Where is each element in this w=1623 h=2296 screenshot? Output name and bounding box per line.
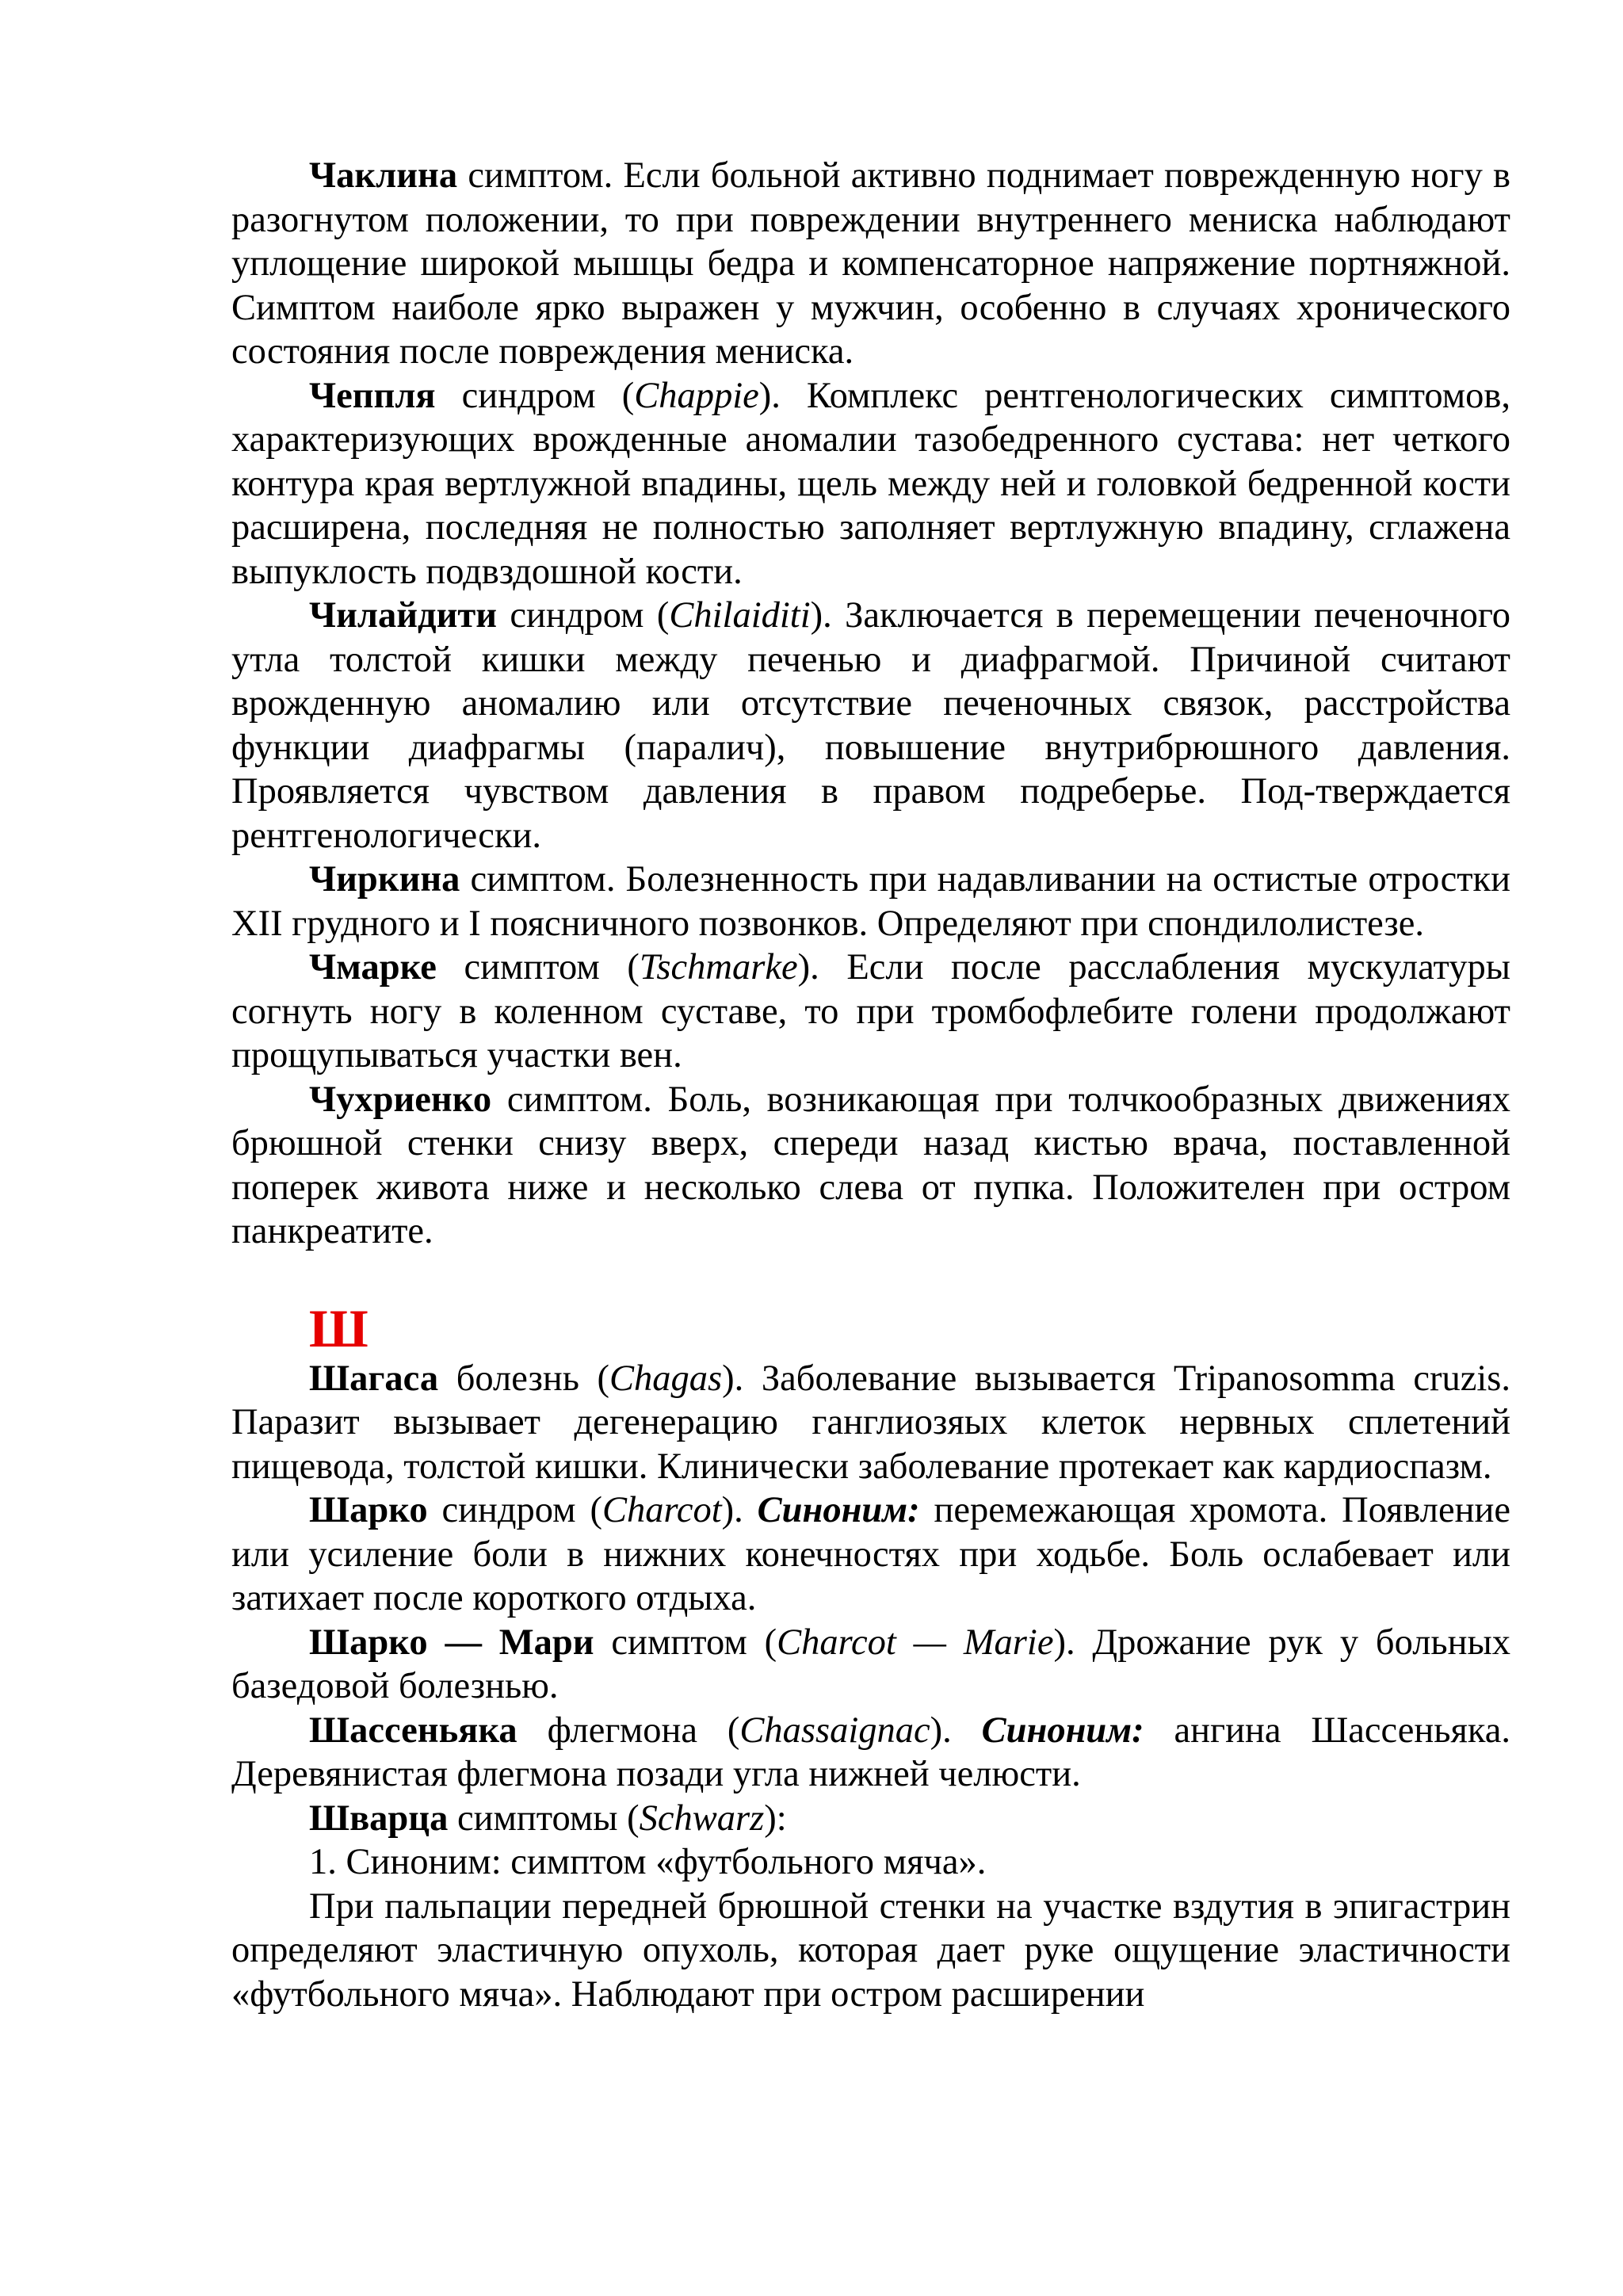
entry-mid: ). xyxy=(930,1710,982,1751)
entry-shassenyaka xyxy=(231,1709,1510,1797)
entry-latin: Chilaiditi xyxy=(669,595,811,636)
entry-sharko-mari xyxy=(231,1621,1510,1709)
entry-kind: флегмона ( xyxy=(547,1710,740,1751)
letter-heading: Ш xyxy=(309,1297,369,1358)
entry-synonym-label: Синоним: xyxy=(757,1490,920,1530)
entry-text: ). Заключается в перемещении печеночного утла толстой кишки между печенью и диафрагмой. Причиной считают врожденную аномалию или отсутствие печеночных связок, расстройства функции диафрагмы (паралич), повышение внутрибрюшного давления. Проявляется чувством давления в правом подреберье. Под-тверждается рентгенологически. xyxy=(231,595,1511,856)
entry-shvarca-item-1: 1. Синоним: симптом «футбольного мяча». xyxy=(309,1842,987,1882)
entry-chuhrienko xyxy=(231,1078,1510,1254)
entry-term: Шварца xyxy=(309,1797,449,1839)
entry-chaklina xyxy=(231,154,1510,374)
entry-chmarke xyxy=(231,946,1510,1078)
entry-term: Чиркина xyxy=(309,859,460,900)
entry-latin: Tschmarke xyxy=(639,947,798,988)
entry-kind: симптом. xyxy=(506,1079,652,1120)
entry-chirkina xyxy=(231,858,1510,946)
entry-text: Если больной активно поднимает поврежденную ногу в разогнутом положении, то при повреждении внутреннего мениска наблюдают уплощение широкой мышцы бедра и компенсаторное напряжение портняжной. Симптом наиболе ярко выражен у мужчин, особенно в случаях хронического состояния после повреждения мениска. xyxy=(231,155,1511,372)
entry-latin: Charcot — Marie xyxy=(777,1622,1054,1663)
entry-latin: Chassaignac xyxy=(739,1710,930,1751)
entry-text: перемежающая хромота. Появление или усиление боли в нижних конечностях при ходьбе. Боль ослабевает или затихает после короткого отдыха. xyxy=(231,1490,1511,1618)
entry-text: Болезненность при надавливании на остистые отростки XII грудного и I поясничного позвонков. Определяют при спондилолистезе. xyxy=(231,859,1510,944)
entry-sharko xyxy=(231,1488,1510,1621)
entry-term: Шарко — Мари xyxy=(309,1622,594,1663)
entry-term: Чухриенко xyxy=(309,1079,492,1120)
entry-text: Боль, возникающая при толчкообразных движениях брюшной стенки снизу вверх, спереди назад кистью врача, поставленной поперек живота ниже и несколько слева от пупка. Положителен при остром панкреатите. xyxy=(231,1079,1511,1251)
entry-latin: Schwarz xyxy=(639,1797,765,1839)
entry-kind: болезнь ( xyxy=(456,1358,610,1399)
entry-text: ). Если после расслабления мускулатуры согнуть ногу в коленном суставе, то при тромбофлебите голени продолжают прощупываться участки вен. xyxy=(231,947,1510,1075)
entry-kind: синдром ( xyxy=(461,375,635,416)
entry-shvarca-paragraph: При пальпации передней брюшной стенки на участке вздутия в эпигастрин определяют эластичную опухоль, которая дает руке ощущение эластичности «футбольного мяча». Наблюдают при остром расширении xyxy=(231,1885,1510,2015)
entry-kind: симптомы ( xyxy=(456,1797,640,1839)
entry-term: Чилайдити xyxy=(309,595,497,636)
entry-kind: синдром ( xyxy=(510,595,670,636)
entry-term: Чаклина xyxy=(309,155,458,196)
entry-kind: симптом ( xyxy=(611,1622,777,1663)
entry-text: ). Заболевание вызывается Tripanosomma cruzis. Паразит вызывает дегенерацию ганглиозяых клеток нервных сплетений пищевода, толстой кишки. Клинически заболевание протекает как кардиоспазм. xyxy=(231,1358,1511,1487)
entry-shagasa xyxy=(231,1357,1510,1489)
document-page xyxy=(231,154,1510,2016)
entry-kind: симптом. xyxy=(468,155,613,196)
entry-chilaiditi xyxy=(231,594,1510,858)
entry-latin: Chappie xyxy=(634,375,759,416)
entry-term: Чмарке xyxy=(309,947,437,988)
entry-kind: синдром ( xyxy=(441,1490,602,1530)
entry-text: ). Дрожание рук у больных базедовой болезнью. xyxy=(231,1622,1510,1706)
entry-text: ангина Шассеньяка. Деревянистая флегмона позади угла нижней челюсти. xyxy=(231,1710,1511,1794)
entry-term: Чеппля xyxy=(309,375,436,416)
entry-mid: ). xyxy=(721,1490,758,1530)
entry-shvarca xyxy=(231,1797,1510,1841)
entry-term: Шарко xyxy=(309,1490,428,1530)
entry-text: ). Комплекс рентгенологических симптомов, характеризующих врожденные аномалии тазобедренного сустава: нет четкого контура края вертлужной впадины, щель между ней и головкой бедренной кости расширена, последняя не полностью заполняет вертлужную впадину, сглажена выпуклость подвздошной кости. xyxy=(231,375,1511,592)
entry-synonym-label: Синоним: xyxy=(981,1710,1144,1751)
entry-text: ): xyxy=(764,1797,787,1839)
entry-term: Шассеньяка xyxy=(309,1710,517,1751)
entry-cheppla xyxy=(231,374,1510,594)
entry-latin: Charcot xyxy=(601,1490,722,1530)
entry-term: Шагаса xyxy=(309,1358,439,1399)
entry-kind: симптом. xyxy=(470,859,616,900)
entry-kind: симптом ( xyxy=(464,947,640,988)
entry-latin: Chagas xyxy=(609,1358,723,1399)
